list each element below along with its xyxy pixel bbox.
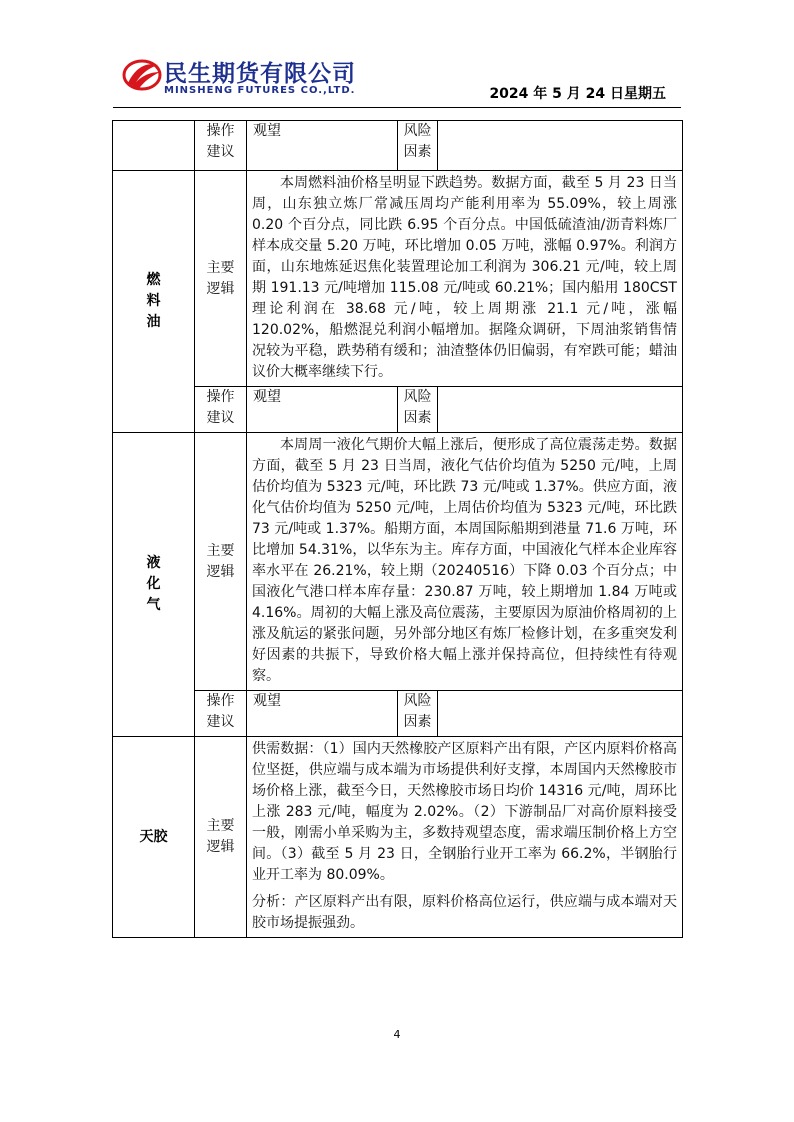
logic-label: 主要逻辑 — [195, 737, 247, 938]
operation-label: 操作建议 — [195, 691, 247, 737]
risk-value — [438, 691, 683, 737]
table-row — [113, 171, 683, 387]
rubber-logic — [247, 737, 683, 938]
category-fuel-oil: 燃料油 — [113, 171, 195, 433]
logic-paragraph: 分析：产区原料产出有限，原料价格高位运行，供应端与成本端对天胶市场提振强劲。 — [252, 894, 677, 931]
lpg-logic — [247, 433, 683, 691]
category-rubber: 天胶 — [113, 737, 195, 938]
table-row — [113, 121, 683, 171]
risk-label: 风险因素 — [398, 691, 438, 737]
operation-label: 操作建议 — [195, 387, 247, 433]
table-row — [113, 691, 683, 737]
risk-label: 风险因素 — [398, 121, 438, 171]
logic-label: 主要逻辑 — [195, 171, 247, 387]
category-cell-empty — [113, 121, 195, 171]
operation-label: 操作建议 — [195, 121, 247, 171]
fuel-oil-logic — [247, 171, 683, 387]
logic-paragraph: 本周周一液化气期价大幅上涨后，便形成了高位震荡走势。数据方面，截至 5 月 23 日当周，液化气估价均值为 5250 元/吨，上周估价均值为 5323 元/吨，环比跌 73 元/吨或 1.37%。供应方面，液化气估价均值为 5250 元/吨，上周估价均值为 5323 元/吨，环比跌 73 元/吨或 1.37%。船期方面，本周国际船期到港量 71.6 万吨，环比增加 54.31%，以华东为主。库存方面，中国液化气样本企业库容率水平在 26.21%，较上期（20240516）下降 0.03 个百分点；中国液化气港口样本库存量：230.87 万吨，较上期增加 1.84 万吨或 4.16%。周初的大幅上涨及高位震荡，主要原因为原油价格周初的上涨及航运的紧张问题，另外部分地区有炼厂检修计划，在多重突发利好因素的共振下，导致价格大幅上涨并保持高位，但持续性有待观察。 — [252, 437, 677, 684]
risk-label: 风险因素 — [398, 387, 438, 433]
company-name-en: MINSHENG FUTURES CO.,LTD. — [164, 85, 356, 96]
company-logo — [122, 54, 372, 100]
logic-paragraph: 供需数据：（1）国内天然橡胶产区原料产出有限，产区内原料价格高位坚挺，供应端与成本端为市场提供利好支撑，本周国内天然橡胶市场价格上涨，截至今日，天然橡胶市场日均价 14316 元/吨，周环比上涨 283 元/吨，幅度为 2.02%。（2）下游制品厂对高价原料接受一般，刚需小单采购为主，多数持观望态度，需求端压制价格上方空间。（3）截至 5 月 23 日，全钢胎行业开工率为 66.2%，半钢胎行业开工率为 80.09%。 — [252, 741, 677, 883]
table-row — [113, 433, 683, 691]
operation-value: 观望 — [247, 121, 398, 171]
operation-value: 观望 — [247, 691, 398, 737]
company-name-cn: 民生期货有限公司 — [164, 61, 356, 87]
risk-value — [438, 387, 683, 433]
risk-value — [438, 121, 683, 171]
logic-label: 主要逻辑 — [195, 433, 247, 691]
logic-paragraph: 本周燃料油价格呈明显下跌趋势。数据方面，截至 5 月 23 日当周，山东独立炼厂常减压周均产能利用率为 55.09%，较上周涨 0.20 个百分点，同比跌 6.95 个百分点。中国低硫渣油/沥青料炼厂样本成交量 5.20 万吨，环比增加 0.05 万吨，涨幅 0.97%。利润方面，山东地炼延迟焦化装置理论加工利润为 306.21 元/吨，较上周期 191.13 元/吨增加 115.08 元/吨或 60.21%；国内船用 180CST 理论利润在 38.68 元/吨，较上周期涨 21.1 元/吨，涨幅 120.02%，船燃混兑利润小幅增加。据隆众调研，下周油浆销售情况较为平稳，跌势稍有缓和；油渣整体仍旧偏弱，有窄跌可能；蜡油议价大概率继续下行。 — [252, 175, 677, 380]
minsheng-logo-icon — [122, 56, 162, 94]
category-lpg: 液化气 — [113, 433, 195, 737]
operation-value: 观望 — [247, 387, 398, 433]
table-row — [113, 387, 683, 433]
report-date: 2024 年 5 月 24 日星期五 — [489, 86, 666, 102]
commodity-table — [112, 120, 683, 938]
table-row — [113, 737, 683, 938]
header-divider — [113, 107, 681, 108]
page-number: 4 — [393, 1028, 401, 1041]
